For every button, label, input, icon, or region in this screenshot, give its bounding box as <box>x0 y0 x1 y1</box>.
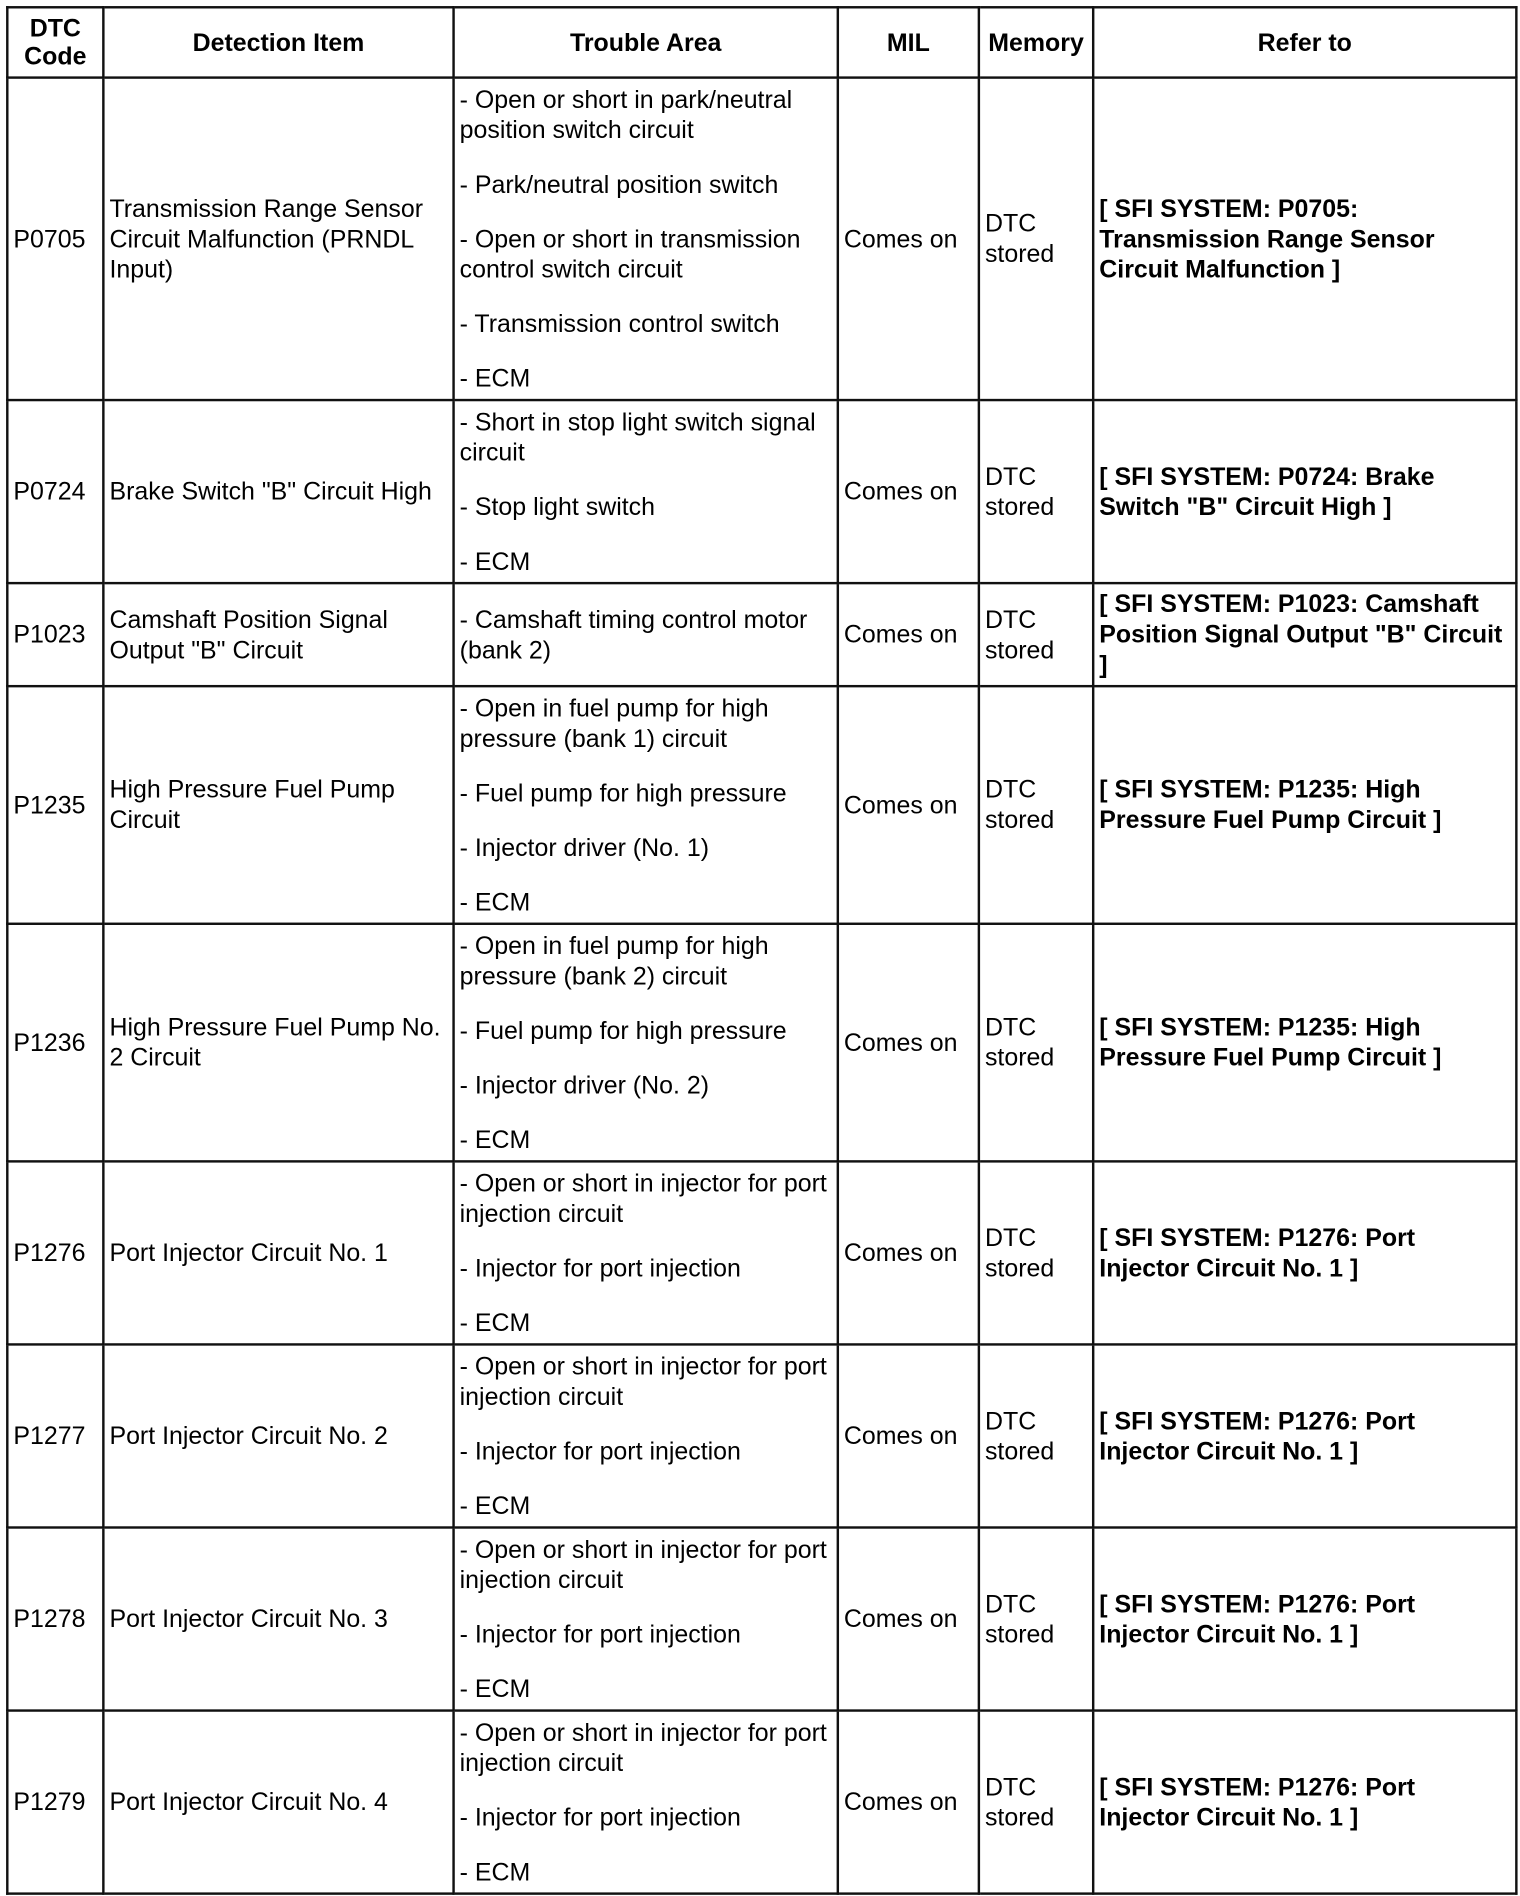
trouble-area-item: - Open or short in injector for port injection circuit <box>459 1718 827 1777</box>
dtc-code-cell: P0705 <box>7 78 103 400</box>
trouble-area-item: - Open or short in park/neutral position switch circuit <box>459 85 793 144</box>
mil-cell: Comes on <box>838 583 979 686</box>
dtc-code-cell: P1277 <box>7 1344 103 1527</box>
mil-cell: Comes on <box>838 1344 979 1527</box>
mil-cell: Comes on <box>838 1527 979 1710</box>
trouble-area-item: - Injector driver (No. 1) <box>459 833 710 862</box>
dtc-code-cell: P1279 <box>7 1711 103 1894</box>
header-mil: MIL <box>838 7 979 77</box>
detection-item-cell: Brake Switch "B" Circuit High <box>103 400 453 583</box>
trouble-area-item: - Stop light switch <box>459 492 656 521</box>
mil-cell: Comes on <box>838 1711 979 1894</box>
table-row <box>7 583 1516 686</box>
trouble-area-item: - Open or short in injector for port injection circuit <box>459 1352 827 1411</box>
trouble-area-list <box>460 693 832 917</box>
trouble-area-item: - Open in fuel pump for high pressure (bank 1) circuit <box>459 694 769 753</box>
header-trouble-area: Trouble Area <box>454 7 838 77</box>
memory-cell: DTC stored <box>979 400 1093 583</box>
trouble-area-cell <box>454 1161 838 1344</box>
header-row <box>7 7 1516 77</box>
detection-item-cell: High Pressure Fuel Pump Circuit <box>103 686 453 924</box>
dtc-code-cell: P1236 <box>7 924 103 1162</box>
trouble-area-item: - Open in fuel pump for high pressure (bank 2) circuit <box>459 931 769 990</box>
dtc-code-cell: P1278 <box>7 1527 103 1710</box>
header-refer-to: Refer to <box>1093 7 1516 77</box>
table-row <box>7 1527 1516 1710</box>
table-row <box>7 400 1516 583</box>
trouble-area-item: - ECM <box>459 1491 531 1520</box>
trouble-area-list <box>460 1351 832 1521</box>
table-row <box>7 1161 1516 1344</box>
trouble-area-item: - Injector for port injection <box>459 1620 741 1649</box>
trouble-area-list <box>460 1534 832 1704</box>
detection-item-cell: Port Injector Circuit No. 1 <box>103 1161 453 1344</box>
mil-cell: Comes on <box>838 400 979 583</box>
dtc-code-cell: P1276 <box>7 1161 103 1344</box>
trouble-area-list <box>460 1168 832 1338</box>
refer-to-cell: [ SFI SYSTEM: P0724: Brake Switch "B" Circuit High ] <box>1093 400 1516 583</box>
memory-cell: DTC stored <box>979 1711 1093 1894</box>
memory-cell: DTC stored <box>979 924 1093 1162</box>
trouble-area-item: - Open or short in transmission control switch circuit <box>459 224 801 284</box>
dtc-code-cell: P0724 <box>7 400 103 583</box>
memory-cell: DTC stored <box>979 78 1093 400</box>
table-row <box>7 78 1516 400</box>
dtc-code-cell: P1235 <box>7 686 103 924</box>
mil-cell: Comes on <box>838 686 979 924</box>
trouble-area-item: - Transmission control switch <box>459 309 780 338</box>
detection-item-cell: Port Injector Circuit No. 4 <box>103 1711 453 1894</box>
trouble-area-list <box>460 407 832 577</box>
memory-cell: DTC stored <box>979 1344 1093 1527</box>
table-row <box>7 1344 1516 1527</box>
trouble-area-item: - Camshaft timing control motor (bank 2) <box>459 605 808 664</box>
trouble-area-cell <box>454 1711 838 1894</box>
trouble-area-item: - Open or short in injector for port injection circuit <box>459 1169 827 1228</box>
table-header <box>7 7 1516 77</box>
dtc-table <box>6 6 1517 1895</box>
trouble-area-item: - Injector for port injection <box>459 1437 741 1466</box>
trouble-area-cell <box>454 583 838 686</box>
trouble-area-item: - Open or short in injector for port injection circuit <box>459 1535 827 1594</box>
dtc-code-cell: P1023 <box>7 583 103 686</box>
header-memory: Memory <box>979 7 1093 77</box>
trouble-area-item: - ECM <box>459 1308 531 1337</box>
table-body <box>7 78 1516 1894</box>
table-row <box>7 924 1516 1162</box>
refer-to-cell: [ SFI SYSTEM: P1023: Camshaft Position Signal Output "B" Circuit ] <box>1093 583 1516 686</box>
trouble-area-cell <box>454 400 838 583</box>
table-row <box>7 686 1516 924</box>
memory-cell: DTC stored <box>979 1527 1093 1710</box>
trouble-area-item: - ECM <box>459 1125 531 1154</box>
trouble-area-item: - Fuel pump for high pressure <box>459 778 787 807</box>
refer-to-cell: [ SFI SYSTEM: P1235: High Pressure Fuel Pump Circuit ] <box>1093 924 1516 1162</box>
detection-item-cell: Transmission Range Sensor Circuit Malfunction (PRNDL Input) <box>103 78 453 400</box>
refer-to-cell: [ SFI SYSTEM: P1235: High Pressure Fuel Pump Circuit ] <box>1093 686 1516 924</box>
mil-cell: Comes on <box>838 78 979 400</box>
trouble-area-cell <box>454 924 838 1162</box>
refer-to-cell: [ SFI SYSTEM: P1276: Port Injector Circuit No. 1 ] <box>1093 1344 1516 1527</box>
header-detection-item: Detection Item <box>103 7 453 77</box>
refer-to-cell: [ SFI SYSTEM: P1276: Port Injector Circuit No. 1 ] <box>1093 1161 1516 1344</box>
trouble-area-item: - ECM <box>459 1857 531 1886</box>
detection-item-cell: Port Injector Circuit No. 3 <box>103 1527 453 1710</box>
memory-cell: DTC stored <box>979 583 1093 686</box>
trouble-area-cell <box>454 1527 838 1710</box>
trouble-area-item: - Short in stop light switch signal circuit <box>459 407 816 467</box>
refer-to-cell: [ SFI SYSTEM: P1276: Port Injector Circuit No. 1 ] <box>1093 1711 1516 1894</box>
trouble-area-list <box>460 604 832 665</box>
trouble-area-item: - ECM <box>459 1674 531 1703</box>
trouble-area-cell <box>454 686 838 924</box>
trouble-area-cell <box>454 1344 838 1527</box>
detection-item-cell: High Pressure Fuel Pump No. 2 Circuit <box>103 924 453 1162</box>
refer-to-cell: [ SFI SYSTEM: P0705: Transmission Range Sensor Circuit Malfunction ] <box>1093 78 1516 400</box>
trouble-area-item: - Injector for port injection <box>459 1803 741 1832</box>
trouble-area-list <box>460 1717 832 1887</box>
memory-cell: DTC stored <box>979 1161 1093 1344</box>
mil-cell: Comes on <box>838 1161 979 1344</box>
trouble-area-cell <box>454 78 838 400</box>
trouble-area-item: - Park/neutral position switch <box>459 170 779 199</box>
mil-cell: Comes on <box>838 924 979 1162</box>
trouble-area-item: - Injector for port injection <box>459 1254 741 1283</box>
detection-item-cell: Camshaft Position Signal Output "B" Circuit <box>103 583 453 686</box>
trouble-area-item: - Fuel pump for high pressure <box>459 1016 787 1045</box>
trouble-area-item: - ECM <box>459 364 531 393</box>
trouble-area-item: - ECM <box>459 888 531 916</box>
header-dtc-code: DTC Code <box>7 7 103 77</box>
detection-item-cell: Port Injector Circuit No. 2 <box>103 1344 453 1527</box>
table-row <box>7 1711 1516 1894</box>
trouble-area-list <box>460 84 832 393</box>
trouble-area-item: - ECM <box>459 547 531 576</box>
refer-to-cell: [ SFI SYSTEM: P1276: Port Injector Circuit No. 1 ] <box>1093 1527 1516 1710</box>
trouble-area-item: - Injector driver (No. 2) <box>459 1071 710 1099</box>
trouble-area-list <box>460 930 832 1154</box>
memory-cell: DTC stored <box>979 686 1093 924</box>
